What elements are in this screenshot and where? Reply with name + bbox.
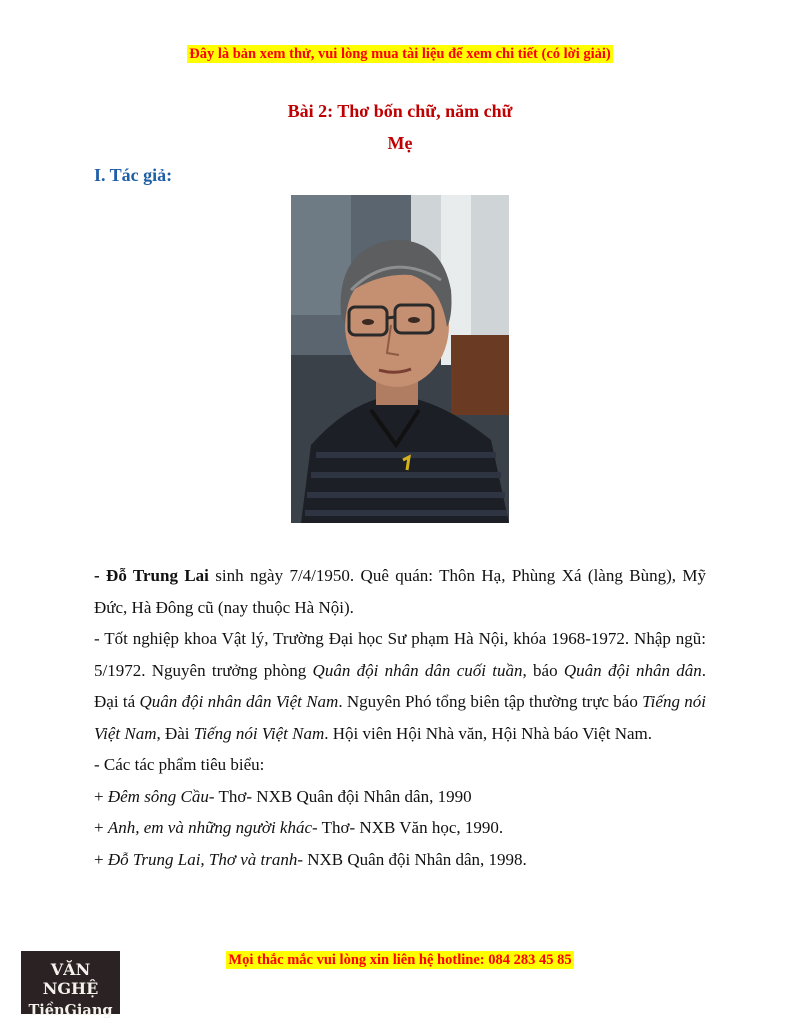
career-text: , báo: [522, 660, 564, 680]
hotline-banner: [0, 952, 800, 969]
author-career-paragraph: [94, 623, 706, 749]
career-text: . Đại tá: [94, 660, 707, 711]
work-title: Đỗ Trung Lai, Thơ và tranh: [107, 849, 298, 869]
poem-title: Mẹ: [387, 133, 413, 153]
career-italic: Tiếng nói Việt Nam: [193, 723, 325, 743]
author-portrait: [291, 195, 509, 523]
career-text: , Đài: [156, 723, 194, 743]
preview-notice-banner: [0, 46, 800, 63]
work-details: - NXB Quân đội Nhân dân, 1998.: [297, 849, 527, 869]
lesson-title: Bài 2: Thơ bốn chữ, năm chữ: [287, 101, 513, 121]
author-birth-text: sinh ngày 7/4/1950. Quê quán: Thôn Hạ, Phùng Xá (làng Bùng), Mỹ Đức, Hà Đông cũ (nay thuộc Hà Nội).: [94, 566, 706, 617]
works-heading: - Các tác phẩm tiêu biểu:: [94, 755, 265, 774]
hotline-text: Mọi thắc mắc vui lòng xin liên hệ hotline: 084 283 45 85: [228, 952, 572, 968]
career-italic: Tiếng nói Việt Nam: [94, 692, 706, 743]
work-prefix: +: [94, 786, 108, 806]
work-prefix: +: [94, 818, 108, 837]
author-info: [94, 560, 706, 875]
section-heading-author: I. Tác giả:: [94, 165, 173, 185]
preview-notice-text: Đây là bản xem thử, vui lòng mua tài liệu để xem chi tiết (có lời giải): [189, 46, 611, 62]
career-text: . Hội viên Hội Nhà văn, Hội Nhà báo Việt Nam.: [324, 723, 653, 743]
career-italic: Quân đội nhân dân: [563, 660, 702, 680]
work-title: Đêm sông Cầu: [107, 786, 209, 806]
work-prefix: +: [94, 849, 108, 869]
work-item: [94, 844, 706, 876]
work-details: - Thơ- NXB Quân đội Nhân dân, 1990: [208, 786, 472, 806]
author-name: - Đỗ Trung Lai: [94, 566, 209, 585]
logo-line-2: TiềnGiang: [28, 1002, 113, 1019]
career-text: . Nguyên Phó tổng biên tập thường trực báo: [338, 692, 643, 711]
career-italic: Quân đội nhân dân Việt Nam: [139, 692, 339, 711]
work-title: Anh, em và những người khác: [107, 818, 313, 837]
career-text: - Tốt nghiệp khoa Vật lý, Trường Đại học Sư phạm Hà Nội, khóa 1968-1972. Nhập ngũ: 5/1972. Nguyên trưởng phòng: [94, 629, 706, 680]
logo-line-1: VĂN NGHỆ: [42, 960, 99, 998]
author-birth-paragraph: [94, 560, 706, 623]
work-item: [94, 781, 706, 813]
work-item: [94, 812, 706, 844]
career-italic: Quân đội nhân dân cuối tuần: [312, 660, 523, 680]
work-details: - Thơ- NXB Văn học, 1990.: [312, 818, 504, 837]
